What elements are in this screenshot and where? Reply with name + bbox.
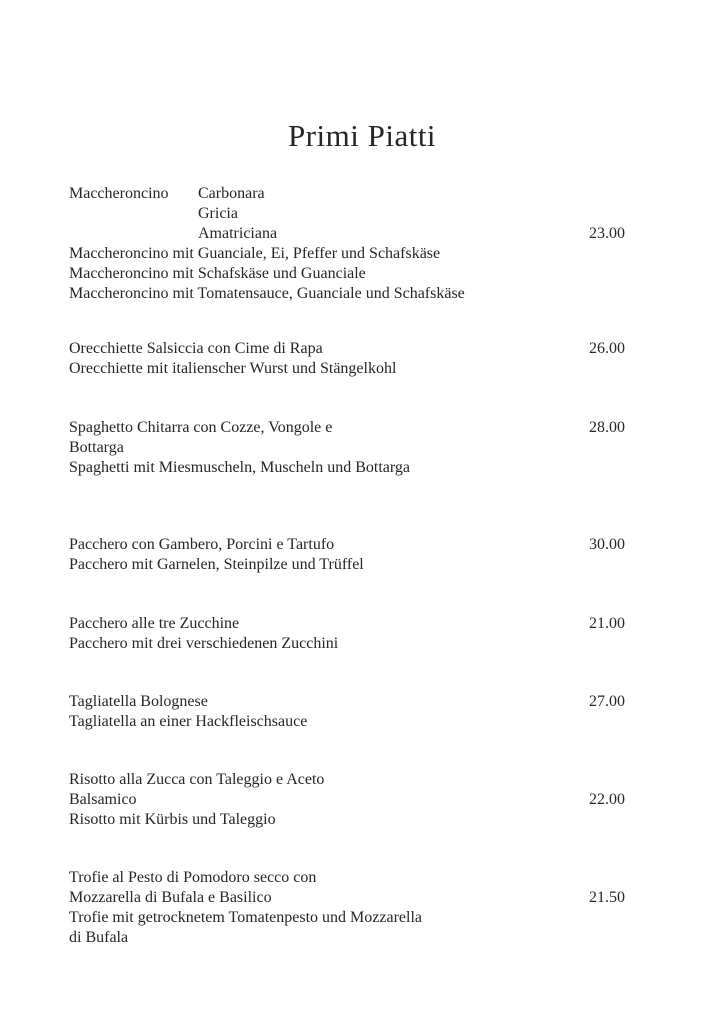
dish-price: 23.00 — [589, 225, 625, 242]
dish-description: Maccheroncino mit Guanciale, Ei, Pfeffer und Schafskäse — [69, 245, 441, 262]
dish-description: di Bufala — [69, 929, 129, 946]
dish-description: Pacchero mit Garnelen, Steinpilze und Trüffel — [69, 556, 364, 573]
dish-description: Orecchiette mit italienscher Wurst und Stängelkohl — [69, 360, 397, 377]
dish-variant-row — [69, 224, 625, 244]
dish-title-row — [69, 692, 625, 712]
dish-title: Orecchiette Salsiccia con Cime di Rapa — [69, 340, 323, 357]
dish-title: Mozzarella di Bufala e Basilico — [69, 889, 272, 906]
dish-title: Spaghetto Chitarra con Cozze, Vongole e — [69, 419, 333, 436]
dish-variant-row — [69, 184, 625, 204]
menu-item-trofie — [69, 868, 625, 948]
dish-description: Pacchero mit drei verschiedenen Zucchini — [69, 635, 339, 652]
menu-item-tagliatella — [69, 692, 625, 732]
menu-item-spaghetto-chitarra — [69, 418, 625, 478]
dish-variant: Gricia — [198, 205, 238, 222]
dish-description: Maccheroncino mit Schafskäse und Guanciale — [69, 265, 366, 282]
dish-price: 30.00 — [589, 536, 625, 553]
menu-content — [69, 184, 625, 948]
dish-description: Risotto mit Kürbis und Taleggio — [69, 811, 276, 828]
dish-variant-row — [69, 204, 625, 224]
dish-title: Balsamico — [69, 791, 137, 808]
dish-title-row — [69, 614, 625, 634]
name-column-spacer — [69, 204, 198, 224]
menu-item-pacchero-zucchine — [69, 614, 625, 654]
menu-item-risotto — [69, 770, 625, 830]
dish-title: Bottarga — [69, 439, 124, 456]
dish-price: 21.00 — [589, 615, 625, 632]
dish-title: Trofie al Pesto di Pomodoro secco con — [69, 869, 317, 886]
dish-description: Trofie mit getrocknetem Tomatenpesto und Mozzarella — [69, 909, 423, 926]
dish-title: Tagliatella Bolognese — [69, 693, 208, 710]
dish-price: 27.00 — [589, 693, 625, 710]
dish-description: Spaghetti mit Miesmuscheln, Muscheln und Bottarga — [69, 459, 410, 476]
dish-variant: Amatriciana — [198, 225, 278, 242]
dish-price: 21.50 — [589, 889, 625, 906]
dish-title: Pacchero alle tre Zucchine — [69, 615, 240, 632]
menu-item-maccheroncino — [69, 184, 625, 304]
dish-title: Pacchero con Gambero, Porcini e Tartufo — [69, 536, 335, 553]
dish-price: 22.00 — [589, 791, 625, 808]
name-column-spacer — [69, 224, 198, 244]
menu-item-orecchiette — [69, 339, 625, 379]
dish-price: 26.00 — [589, 340, 625, 357]
dish-name: Maccheroncino — [69, 185, 169, 202]
dish-title: Risotto alla Zucca con Taleggio e Aceto — [69, 771, 325, 788]
menu-item-pacchero-gambero — [69, 535, 625, 575]
dish-description: Maccheroncino mit Tomatensauce, Guanciale und Schafskäse — [69, 285, 465, 302]
dish-title-row — [69, 790, 625, 810]
page-title: Primi Piatti — [287, 118, 437, 153]
dish-title-row — [69, 535, 625, 555]
dish-title-row — [69, 888, 625, 908]
dish-title-row — [69, 418, 625, 438]
dish-price: 28.00 — [589, 419, 625, 436]
dish-description: Tagliatella an einer Hackfleischsauce — [69, 713, 308, 730]
dish-variant: Carbonara — [198, 185, 265, 202]
dish-title-row — [69, 339, 625, 359]
